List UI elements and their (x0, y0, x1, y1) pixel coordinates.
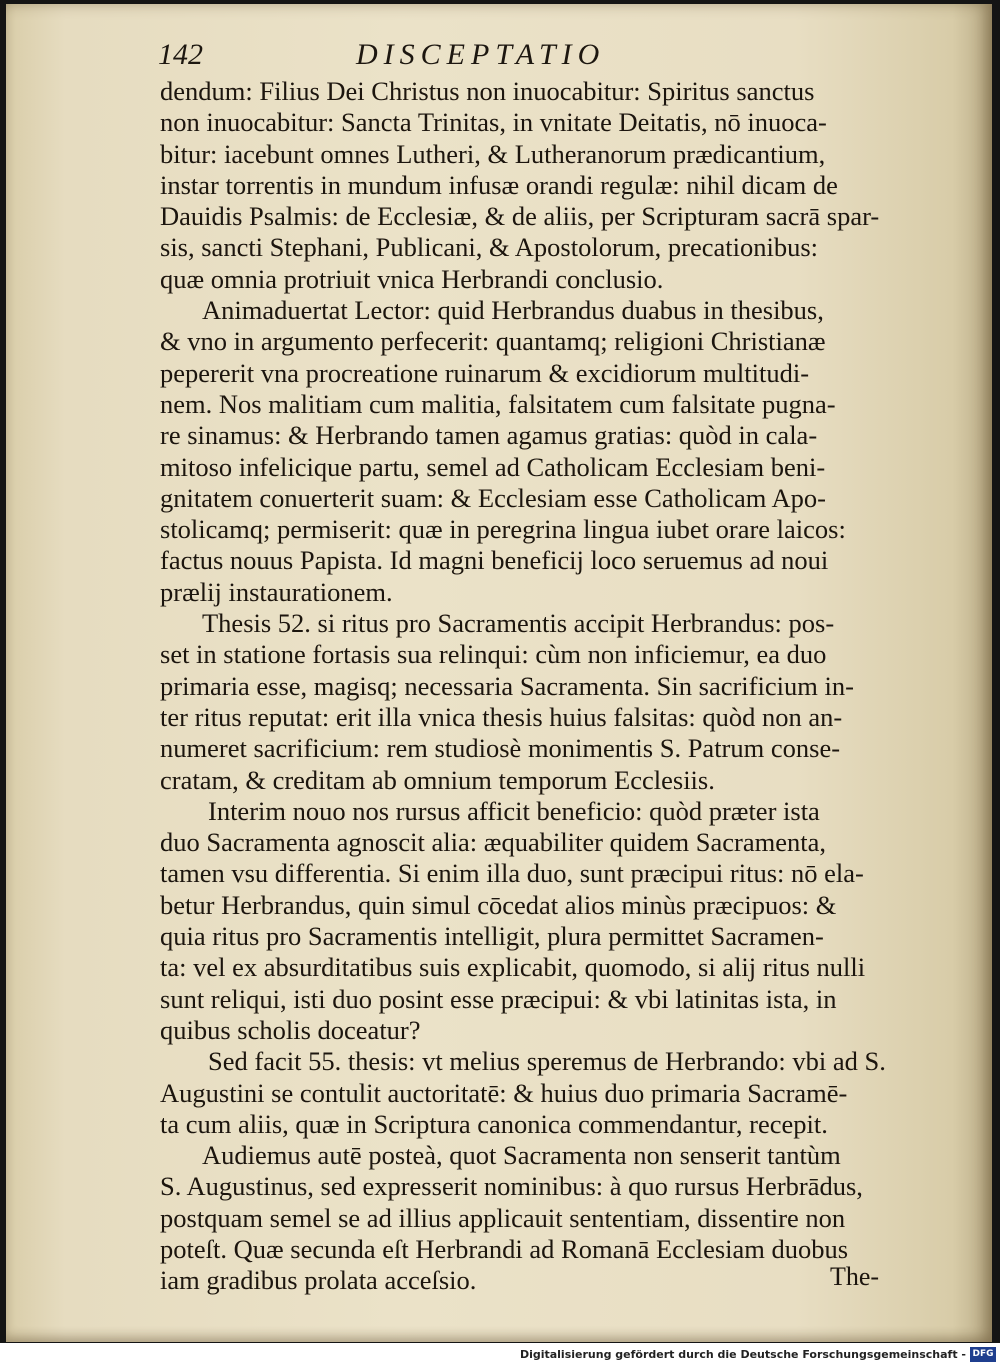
page-number: 142 (158, 38, 203, 71)
text-line: Augustini se contulit auctoritatē: & huius duo primaria Sacramē- (160, 1077, 848, 1108)
digitization-footer (0, 1343, 1000, 1367)
text-line: instar torrentis in mundum infusæ orandi regulæ: nihil dicam de (160, 169, 838, 200)
text-line: duo Sacramenta agnoscit alia: æquabiliter quidem Sacramenta, (160, 827, 826, 858)
text-line: gnitatem conuerterit suam: & Ecclesiam esse Catholicam Apo- (160, 482, 826, 513)
text-line: Dauidis Psalmis: de Ecclesiæ, & de aliis, per Scripturam sacrā spar- (160, 201, 880, 232)
text-line: numeret sacrificium: rem studiosè monimentis S. Patrum conse- (160, 733, 841, 764)
paragraph-start-line: Audiemus autē posteà, quot Sacramenta non senserit tantùm (202, 1140, 841, 1171)
text-line: mitoso infelicique partu, semel ad Catholicam Ecclesiam beni- (160, 451, 826, 482)
text-line: betur Herbrandus, quin simul cōcedat alios minùs præcipuos: & (160, 889, 837, 920)
text-line: re sinamus: & Herbrando tamen agamus gratias: quòd in cala- (160, 420, 818, 451)
text-line: poteſt. Quæ secunda eſt Herbrandi ad Romanā Ecclesiam duobus (160, 1233, 849, 1264)
text-line: sunt reliqui, isti duo posint esse præcipui: & vbi latinitas ista, in (160, 983, 837, 1014)
text-line: factus nouus Papista. Id magni beneficij loco seruemus ad noui (160, 545, 829, 576)
text-line: S. Augustinus, sed expresserit nominibus: à quo rursus Herbrādus, (160, 1171, 863, 1202)
text-line: set in statione fortasis sua relinqui: cùm non inficiemur, ea duo (160, 639, 827, 670)
paragraph-start-line: Interim nouo nos rursus afficit beneficio: quòd præter ista (208, 795, 820, 826)
text-line: quæ omnia protriuit vnica Herbrandi conclusio. (160, 263, 664, 294)
text-line: non inuocabitur: Sancta Trinitas, in vnitate Deitatis, nō inuoca- (160, 107, 827, 138)
text-line: iam gradibus prolata acceſsio. (160, 1265, 477, 1296)
text-line: bitur: iacebunt omnes Lutheri, & Lutheranorum prædicantium, (160, 138, 826, 169)
paragraph-start-line: Sed facit 55. thesis: vt melius speremus de Herbrando: vbi ad S. (208, 1046, 886, 1077)
text-line: postquam semel se ad illius applicauit sententiam, dissentire non (160, 1202, 846, 1233)
page-header (158, 36, 918, 76)
funding-credit: Digitalisierung gefördert durch die Deutsche Forschungsgemeinschaft - (519, 1348, 966, 1361)
running-head: DISCEPTATIO (356, 38, 606, 71)
paragraph-start-line: Thesis 52. si ritus pro Sacramentis accipit Herbrandus: pos- (202, 608, 835, 639)
text-line: ter ritus reputat: erit illa vnica thesis huius falsitas: quòd non an- (160, 701, 843, 732)
text-line: quibus scholis doceatur? (160, 1014, 421, 1045)
text-line: dendum: Filius Dei Christus non inuocabitur: Spiritus sanctus (160, 76, 815, 106)
text-line: & vno in argumento perfecerit: quantamq; religioni Christianæ (160, 326, 826, 357)
paragraph-start-line: Animaduertat Lector: quid Herbrandus duabus in thesibus, (202, 295, 824, 326)
dfg-logo-icon: DFG (970, 1347, 996, 1362)
body-text (160, 76, 900, 1297)
text-line: prælij instaurationem. (160, 576, 393, 607)
text-line: stolicamq; permiserit: quæ in peregrina lingua iubet orare laicos: (160, 514, 846, 545)
text-line: cratam, & creditam ab omnium temporum Ecclesiis. (160, 764, 715, 795)
text-line: sis, sancti Stephani, Publicani, & Apostolorum, precationibus: (160, 232, 819, 263)
text-line: ta: vel ex absurditatibus suis explicabit, quomodo, si alij ritus nulli (160, 952, 866, 983)
text-line: pepererit vna procreatione ruinarum & excidiorum multitudi- (160, 357, 810, 388)
catchword: The- (830, 1262, 880, 1291)
text-line: nem. Nos malitiam cum malitia, falsitatem cum falsitate pugna- (160, 388, 836, 419)
text-line: quia ritus pro Sacramentis intelligit, plura permittet Sacramen- (160, 921, 824, 952)
text-line: tamen vsu differentia. Si enim illa duo, sunt præcipui ritus: nō ela- (160, 858, 864, 889)
text-line: ta cum aliis, quæ in Scriptura canonica commendantur, recepit. (160, 1108, 828, 1139)
text-line: primaria esse, magisq; necessaria Sacramenta. Sin sacrificium in- (160, 670, 854, 701)
